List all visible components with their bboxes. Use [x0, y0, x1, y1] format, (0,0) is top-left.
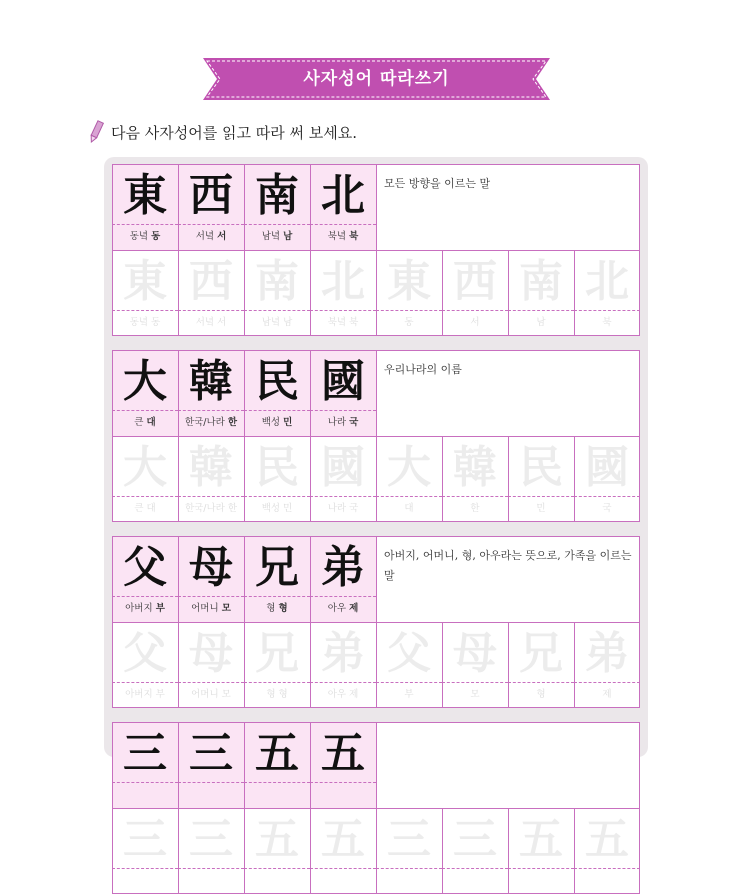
- tracing-cell[interactable]: [112, 622, 178, 708]
- grid-line: [310, 722, 311, 808]
- grid-line: [310, 536, 311, 622]
- grid-line: [376, 622, 377, 708]
- hanja-character: 三: [123, 728, 167, 779]
- trace-reading: 동: [404, 317, 414, 328]
- grid-line: [244, 808, 245, 894]
- trace-reading: 동녘 동: [129, 317, 161, 328]
- trace-character: 父: [387, 628, 431, 679]
- reading-meaning: 어머니: [191, 603, 219, 614]
- grid-line: [442, 250, 443, 336]
- dashed-divider: [112, 682, 178, 683]
- hanja-character: 東: [123, 170, 167, 221]
- example-cell: [178, 722, 244, 808]
- dashed-divider: [376, 310, 442, 311]
- example-cell: [112, 536, 178, 622]
- tracing-cell[interactable]: [310, 250, 376, 336]
- trace-character: 兄: [519, 628, 563, 679]
- dashed-divider: [244, 496, 310, 497]
- hanja-character: 西: [189, 170, 233, 221]
- grid-line: [442, 808, 443, 894]
- trace-reading: 모: [470, 689, 480, 700]
- trace-character: 東: [387, 256, 431, 307]
- tracing-cell[interactable]: [442, 808, 508, 894]
- reading-sound: 부: [155, 603, 165, 614]
- hanja-reading: [112, 412, 178, 434]
- reading-sound: 대: [146, 417, 156, 428]
- trace-reading: 북녘 북: [327, 317, 359, 328]
- grid-line: [244, 350, 245, 436]
- reading-sound: 형: [278, 603, 288, 614]
- grid-line: [310, 622, 311, 708]
- reading-meaning: 형: [266, 603, 276, 614]
- trace-reading: 아우 제: [327, 689, 359, 700]
- tracing-cell[interactable]: [310, 436, 376, 522]
- tracing-cell[interactable]: [178, 250, 244, 336]
- tracing-cell[interactable]: [574, 436, 640, 522]
- dashed-divider: [310, 410, 376, 411]
- grid-line: [178, 722, 179, 808]
- trace-reading: 서녘 서: [195, 317, 227, 328]
- hanja-reading: [244, 226, 310, 248]
- trace-character: 母: [189, 628, 233, 679]
- dashed-divider: [508, 310, 574, 311]
- tracing-cell[interactable]: [112, 808, 178, 894]
- hanja-character: 北: [321, 170, 365, 221]
- tracing-cell[interactable]: [178, 808, 244, 894]
- hanja-character: 韓: [189, 356, 233, 407]
- reading-sound: 제: [349, 603, 359, 614]
- tracing-cell[interactable]: [244, 622, 310, 708]
- grid-line: [244, 622, 245, 708]
- grid-line: [244, 722, 245, 808]
- title-ribbon: [203, 58, 550, 100]
- tracing-cell[interactable]: [178, 622, 244, 708]
- tracing-cell[interactable]: [244, 250, 310, 336]
- grid-line: [574, 436, 575, 522]
- grid-line: [310, 164, 311, 250]
- trace-reading: 남녘 남: [261, 317, 293, 328]
- pencil-icon: [87, 120, 105, 144]
- reading-meaning: 아버지: [125, 603, 153, 614]
- grid-line: [244, 250, 245, 336]
- reading-meaning: 백성: [261, 417, 281, 428]
- dashed-divider: [178, 310, 244, 311]
- trace-character: 大: [387, 442, 431, 493]
- tracing-cell[interactable]: [376, 436, 442, 522]
- trace-character: 國: [321, 442, 365, 493]
- hanja-reading: [112, 226, 178, 248]
- dashed-divider: [112, 782, 178, 783]
- reading-meaning: 큰: [134, 417, 144, 428]
- trace-character: 三: [453, 814, 497, 865]
- trace-reading: 큰 대: [134, 503, 156, 514]
- reading-meaning: 서녘: [195, 231, 215, 242]
- grid-line: [508, 436, 509, 522]
- grid-line: [508, 808, 509, 894]
- trace-character: 五: [519, 814, 563, 865]
- dashed-divider: [112, 224, 178, 225]
- dashed-divider: [574, 682, 640, 683]
- dashed-divider: [244, 868, 310, 869]
- reading-meaning: 남녘: [261, 231, 281, 242]
- hanja-reading: [310, 598, 376, 620]
- example-cell: [244, 164, 310, 250]
- hanja-character: 民: [255, 356, 299, 407]
- hanja-reading: [178, 412, 244, 434]
- dashed-divider: [310, 224, 376, 225]
- page-title: 사자성어 따라쓰기: [303, 69, 450, 89]
- idiom-card: [112, 350, 640, 522]
- hanja-character: 國: [321, 356, 365, 407]
- trace-character: 三: [189, 814, 233, 865]
- trace-character: 民: [519, 442, 563, 493]
- dashed-divider: [178, 496, 244, 497]
- dashed-divider: [442, 496, 508, 497]
- example-cell: [310, 536, 376, 622]
- trace-character: 東: [123, 256, 167, 307]
- grid-line: [244, 536, 245, 622]
- hanja-character: 三: [189, 728, 233, 779]
- dashed-divider: [376, 496, 442, 497]
- trace-character: 西: [189, 256, 233, 307]
- idiom-card: [112, 164, 640, 336]
- dashed-divider: [244, 224, 310, 225]
- dashed-divider: [376, 682, 442, 683]
- grid-line: [508, 250, 509, 336]
- dashed-divider: [112, 596, 178, 597]
- grid-line: [178, 622, 179, 708]
- grid-line: [112, 350, 113, 522]
- tracing-cell[interactable]: [244, 808, 310, 894]
- dashed-divider: [178, 782, 244, 783]
- trace-reading: 북: [602, 317, 612, 328]
- dashed-divider: [244, 682, 310, 683]
- tracing-cell[interactable]: [508, 250, 574, 336]
- reading-meaning: 아우: [327, 603, 347, 614]
- example-cell: [178, 536, 244, 622]
- example-cell: [178, 350, 244, 436]
- trace-character: 大: [123, 442, 167, 493]
- trace-reading: 백성 민: [261, 503, 293, 514]
- hanja-reading: [310, 412, 376, 434]
- trace-reading: 대: [404, 503, 414, 514]
- tracing-cell[interactable]: [574, 250, 640, 336]
- dashed-divider: [310, 782, 376, 783]
- reading-sound: 국: [349, 417, 359, 428]
- dashed-divider: [112, 868, 178, 869]
- grid-line: [112, 536, 113, 708]
- example-cell: [310, 350, 376, 436]
- trace-reading: 한: [470, 503, 480, 514]
- grid-line: [310, 808, 311, 894]
- dashed-divider: [310, 596, 376, 597]
- reading-meaning: 북녘: [327, 231, 347, 242]
- trace-character: 西: [453, 256, 497, 307]
- trace-character: 母: [453, 628, 497, 679]
- example-cell: [112, 350, 178, 436]
- tracing-cell[interactable]: [112, 436, 178, 522]
- trace-character: 兄: [255, 628, 299, 679]
- trace-character: 弟: [585, 628, 629, 679]
- grid-line: [639, 536, 640, 708]
- grid-line: [376, 436, 377, 522]
- hanja-character: 母: [189, 542, 233, 593]
- example-cell: [112, 164, 178, 250]
- example-cell: [244, 722, 310, 808]
- trace-character: 父: [123, 628, 167, 679]
- hanja-character: 大: [123, 356, 167, 407]
- hanja-reading: [178, 226, 244, 248]
- example-cell: [244, 350, 310, 436]
- tracing-cell[interactable]: [442, 250, 508, 336]
- hanja-reading: [178, 598, 244, 620]
- reading-sound: 남: [283, 231, 293, 242]
- grid-line: [310, 250, 311, 336]
- trace-reading: 아버지 부: [125, 689, 165, 700]
- grid-line: [310, 436, 311, 522]
- dashed-divider: [310, 496, 376, 497]
- tracing-cell[interactable]: [376, 622, 442, 708]
- trace-character: 五: [321, 814, 365, 865]
- hanja-reading: [310, 226, 376, 248]
- dashed-divider: [508, 868, 574, 869]
- tracing-cell[interactable]: [442, 622, 508, 708]
- tracing-cell[interactable]: [178, 436, 244, 522]
- hanja-reading: [244, 412, 310, 434]
- trace-character: 南: [255, 256, 299, 307]
- dashed-divider: [310, 868, 376, 869]
- tracing-cell[interactable]: [508, 436, 574, 522]
- idiom-definition: 아버지, 어머니, 형, 아우라는 뜻으로, 가족을 이르는 말: [384, 549, 632, 582]
- hanja-character: 五: [255, 728, 299, 779]
- grid-line: [639, 350, 640, 522]
- reading-sound: 한: [227, 417, 238, 428]
- idiom-definition: 모든 방향을 이르는 말: [384, 177, 491, 190]
- tracing-cell[interactable]: [508, 622, 574, 708]
- grid-line: [376, 250, 377, 336]
- dashed-divider: [508, 496, 574, 497]
- grid-line: [376, 164, 377, 250]
- hanja-reading: [244, 598, 310, 620]
- hanja-character: 兄: [255, 542, 299, 593]
- hanja-character: 父: [123, 542, 167, 593]
- example-cell: [178, 164, 244, 250]
- grid-line: [442, 436, 443, 522]
- trace-reading: 남: [536, 317, 546, 328]
- reading-sound: 동: [151, 231, 161, 242]
- trace-character: 弟: [321, 628, 365, 679]
- dashed-divider: [178, 682, 244, 683]
- grid-line: [442, 622, 443, 708]
- example-cell: [310, 164, 376, 250]
- instruction-text: 다음 사자성어를 읽고 따라 써 보세요.: [111, 123, 357, 142]
- trace-character: 韓: [189, 442, 233, 493]
- reading-meaning: 나라: [327, 417, 347, 428]
- trace-character: 韓: [453, 442, 497, 493]
- trace-character: 北: [321, 256, 365, 307]
- hanja-character: 五: [321, 728, 365, 779]
- tracing-cell[interactable]: [310, 808, 376, 894]
- dashed-divider: [310, 682, 376, 683]
- grid-line: [112, 164, 113, 336]
- trace-reading: 나라 국: [327, 503, 359, 514]
- grid-line: [178, 250, 179, 336]
- grid-line: [178, 350, 179, 436]
- tracing-cell[interactable]: [244, 436, 310, 522]
- grid-line: [574, 808, 575, 894]
- reading-meaning: 한국/나라: [184, 417, 225, 428]
- grid-line: [178, 536, 179, 622]
- dashed-divider: [178, 868, 244, 869]
- grid-line: [376, 722, 377, 808]
- grid-line: [639, 722, 640, 894]
- grid-line: [574, 622, 575, 708]
- dashed-divider: [442, 310, 508, 311]
- dashed-divider: [112, 310, 178, 311]
- reading-meaning: 동녘: [129, 231, 149, 242]
- dashed-divider: [442, 868, 508, 869]
- trace-character: 民: [255, 442, 299, 493]
- trace-reading: 한국/나라 한: [184, 503, 238, 514]
- reading-sound: 민: [283, 417, 293, 428]
- hanja-character: 南: [255, 170, 299, 221]
- tracing-cell[interactable]: [574, 808, 640, 894]
- example-cell: [112, 722, 178, 808]
- instruction-row: [87, 119, 357, 145]
- trace-reading: 형: [536, 689, 546, 700]
- trace-character: 五: [255, 814, 299, 865]
- grid-line: [178, 808, 179, 894]
- reading-sound: 북: [349, 231, 359, 242]
- reading-sound: 모: [221, 603, 231, 614]
- trace-character: 南: [519, 256, 563, 307]
- dashed-divider: [178, 596, 244, 597]
- idiom-definition: 우리나라의 이름: [384, 363, 462, 376]
- dashed-divider: [112, 496, 178, 497]
- trace-reading: 형 형: [266, 689, 288, 700]
- dashed-divider: [574, 310, 640, 311]
- trace-reading: 어머니 모: [191, 689, 231, 700]
- grid-line: [310, 350, 311, 436]
- grid-line: [244, 164, 245, 250]
- grid-line: [178, 436, 179, 522]
- tracing-cell[interactable]: [112, 250, 178, 336]
- trace-reading: 서: [470, 317, 480, 328]
- dashed-divider: [442, 682, 508, 683]
- grid-line: [178, 164, 179, 250]
- tracing-cell[interactable]: [442, 436, 508, 522]
- example-cell: [310, 722, 376, 808]
- dashed-divider: [112, 410, 178, 411]
- grid-line: [376, 808, 377, 894]
- tracing-cell[interactable]: [574, 622, 640, 708]
- trace-character: 三: [387, 814, 431, 865]
- trace-character: 三: [123, 814, 167, 865]
- trace-reading: 제: [602, 689, 612, 700]
- example-cell: [244, 536, 310, 622]
- grid-line: [508, 622, 509, 708]
- grid-line: [376, 536, 377, 622]
- trace-reading: 국: [602, 503, 612, 514]
- tracing-cell[interactable]: [376, 808, 442, 894]
- idiom-card: [112, 536, 640, 708]
- tracing-cell[interactable]: [508, 808, 574, 894]
- grid-line: [244, 436, 245, 522]
- dashed-divider: [574, 496, 640, 497]
- dashed-divider: [244, 596, 310, 597]
- hanja-reading: [112, 598, 178, 620]
- tracing-cell[interactable]: [310, 622, 376, 708]
- dashed-divider: [244, 310, 310, 311]
- trace-character: 國: [585, 442, 629, 493]
- idiom-card: [112, 722, 640, 894]
- tracing-cell[interactable]: [376, 250, 442, 336]
- trace-character: 五: [585, 814, 629, 865]
- dashed-divider: [310, 310, 376, 311]
- trace-reading: 민: [536, 503, 546, 514]
- dashed-divider: [508, 682, 574, 683]
- grid-line: [376, 350, 377, 436]
- grid-line: [574, 250, 575, 336]
- trace-reading: 부: [404, 689, 414, 700]
- grid-line: [639, 164, 640, 336]
- dashed-divider: [178, 410, 244, 411]
- reading-sound: 서: [217, 231, 227, 242]
- dashed-divider: [574, 868, 640, 869]
- grid-line: [112, 722, 113, 894]
- dashed-divider: [244, 782, 310, 783]
- trace-character: 北: [585, 256, 629, 307]
- dashed-divider: [178, 224, 244, 225]
- hanja-character: 弟: [321, 542, 365, 593]
- dashed-divider: [244, 410, 310, 411]
- dashed-divider: [376, 868, 442, 869]
